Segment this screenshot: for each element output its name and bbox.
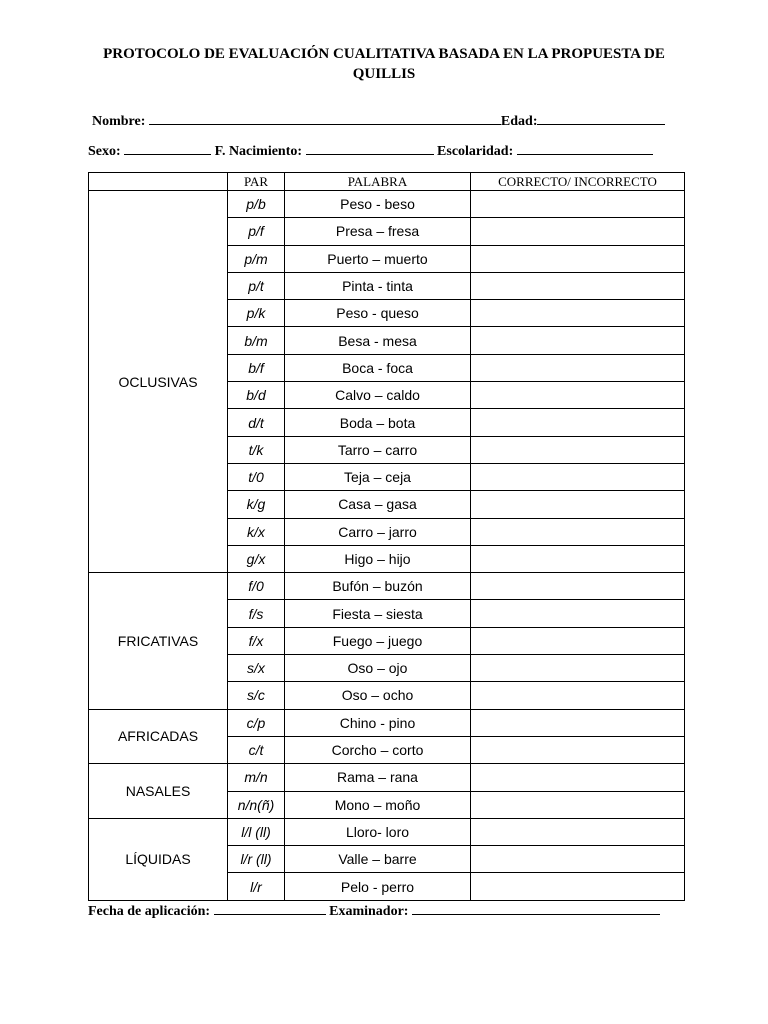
palabra-cell: Pelo - perro (285, 873, 471, 900)
edad-label: Edad: (500, 114, 538, 129)
header-category (89, 173, 228, 191)
correcto-incorrecto-cell[interactable] (471, 218, 685, 245)
header-correcto: CORRECTO/ INCORRECTO (471, 173, 685, 191)
palabra-cell: Fuego – juego (285, 627, 471, 654)
par-cell: c/t (228, 736, 285, 763)
category-cell: NASALES (89, 764, 228, 819)
fecha-label: Fecha de aplicación: (88, 904, 211, 919)
par-cell: n/n(ñ) (228, 791, 285, 818)
correcto-incorrecto-cell[interactable] (471, 709, 685, 736)
par-cell: p/m (228, 245, 285, 272)
palabra-cell: Lloro- loro (285, 818, 471, 845)
correcto-incorrecto-cell[interactable] (471, 600, 685, 627)
par-cell: p/b (228, 191, 285, 218)
sex-birth-school-line (88, 142, 653, 160)
category-cell: LÍQUIDAS (89, 818, 228, 900)
correcto-incorrecto-cell[interactable] (471, 354, 685, 381)
nacimiento-field[interactable] (306, 142, 434, 155)
par-cell: l/r (228, 873, 285, 900)
palabra-cell: Besa - mesa (285, 327, 471, 354)
document-title (60, 44, 708, 84)
par-cell: f/0 (228, 573, 285, 600)
palabra-cell: Pinta - tinta (285, 272, 471, 299)
correcto-incorrecto-cell[interactable] (471, 272, 685, 299)
par-cell: s/x (228, 655, 285, 682)
palabra-cell: Carro – jarro (285, 518, 471, 545)
correcto-incorrecto-cell[interactable] (471, 545, 685, 572)
par-cell: p/k (228, 300, 285, 327)
nombre-field[interactable] (149, 112, 501, 125)
table-row (89, 764, 685, 791)
header-par: PAR (228, 173, 285, 191)
par-cell: p/f (228, 218, 285, 245)
correcto-incorrecto-cell[interactable] (471, 463, 685, 490)
palabra-cell: Peso - beso (285, 191, 471, 218)
examinador-label: Examinador: (329, 904, 409, 919)
category-cell: OCLUSIVAS (89, 191, 228, 573)
escolaridad-label: Escolaridad: (437, 144, 514, 159)
correcto-incorrecto-cell[interactable] (471, 327, 685, 354)
footer-line (88, 902, 660, 920)
palabra-cell: Valle – barre (285, 846, 471, 873)
par-cell: d/t (228, 409, 285, 436)
palabra-cell: Casa – gasa (285, 491, 471, 518)
par-cell: t/k (228, 436, 285, 463)
par-cell: m/n (228, 764, 285, 791)
correcto-incorrecto-cell[interactable] (471, 627, 685, 654)
correcto-incorrecto-cell[interactable] (471, 436, 685, 463)
correcto-incorrecto-cell[interactable] (471, 655, 685, 682)
correcto-incorrecto-cell[interactable] (471, 245, 685, 272)
nacimiento-label: F. Nacimiento: (214, 144, 303, 159)
title-line-2: QUILLIS (352, 66, 416, 82)
correcto-incorrecto-cell[interactable] (471, 873, 685, 900)
par-cell: s/c (228, 682, 285, 709)
palabra-cell: Boca - foca (285, 354, 471, 381)
palabra-cell: Presa – fresa (285, 218, 471, 245)
palabra-cell: Boda – bota (285, 409, 471, 436)
correcto-incorrecto-cell[interactable] (471, 409, 685, 436)
palabra-cell: Bufón – buzón (285, 573, 471, 600)
name-age-line (92, 112, 665, 130)
correcto-incorrecto-cell[interactable] (471, 191, 685, 218)
evaluation-table (88, 172, 685, 901)
palabra-cell: Teja – ceja (285, 463, 471, 490)
palabra-cell: Corcho – corto (285, 736, 471, 763)
correcto-incorrecto-cell[interactable] (471, 682, 685, 709)
table-row (89, 818, 685, 845)
fecha-field[interactable] (214, 902, 326, 915)
par-cell: f/x (228, 627, 285, 654)
nombre-label: Nombre: (92, 114, 146, 129)
palabra-cell: Mono – moño (285, 791, 471, 818)
palabra-cell: Oso – ojo (285, 655, 471, 682)
sexo-field[interactable] (124, 142, 211, 155)
palabra-cell: Higo – hijo (285, 545, 471, 572)
table-row (89, 191, 685, 218)
category-cell: FRICATIVAS (89, 573, 228, 709)
correcto-incorrecto-cell[interactable] (471, 573, 685, 600)
header-palabra: PALABRA (285, 173, 471, 191)
palabra-cell: Oso – ocho (285, 682, 471, 709)
par-cell: k/g (228, 491, 285, 518)
palabra-cell: Puerto – muerto (285, 245, 471, 272)
sexo-label: Sexo: (88, 144, 121, 159)
correcto-incorrecto-cell[interactable] (471, 518, 685, 545)
palabra-cell: Rama – rana (285, 764, 471, 791)
par-cell: g/x (228, 545, 285, 572)
palabra-cell: Peso - queso (285, 300, 471, 327)
correcto-incorrecto-cell[interactable] (471, 791, 685, 818)
correcto-incorrecto-cell[interactable] (471, 764, 685, 791)
examinador-field[interactable] (412, 902, 660, 915)
par-cell: b/f (228, 354, 285, 381)
par-cell: l/r (ll) (228, 846, 285, 873)
correcto-incorrecto-cell[interactable] (471, 736, 685, 763)
par-cell: c/p (228, 709, 285, 736)
correcto-incorrecto-cell[interactable] (471, 818, 685, 845)
par-cell: t/0 (228, 463, 285, 490)
correcto-incorrecto-cell[interactable] (471, 846, 685, 873)
edad-field[interactable] (537, 112, 665, 125)
correcto-incorrecto-cell[interactable] (471, 300, 685, 327)
par-cell: p/t (228, 272, 285, 299)
par-cell: b/d (228, 382, 285, 409)
table-row (89, 709, 685, 736)
title-line-1: PROTOCOLO DE EVALUACIÓN CUALITATIVA BASADA EN LA PROPUESTA DE (103, 46, 665, 62)
palabra-cell: Tarro – carro (285, 436, 471, 463)
par-cell: l/l (ll) (228, 818, 285, 845)
par-cell: b/m (228, 327, 285, 354)
category-cell: AFRICADAS (89, 709, 228, 764)
palabra-cell: Chino - pino (285, 709, 471, 736)
table-row (89, 573, 685, 600)
table-header-row (89, 173, 685, 191)
par-cell: k/x (228, 518, 285, 545)
correcto-incorrecto-cell[interactable] (471, 491, 685, 518)
palabra-cell: Fiesta – siesta (285, 600, 471, 627)
escolaridad-field[interactable] (517, 142, 653, 155)
par-cell: f/s (228, 600, 285, 627)
correcto-incorrecto-cell[interactable] (471, 382, 685, 409)
palabra-cell: Calvo – caldo (285, 382, 471, 409)
